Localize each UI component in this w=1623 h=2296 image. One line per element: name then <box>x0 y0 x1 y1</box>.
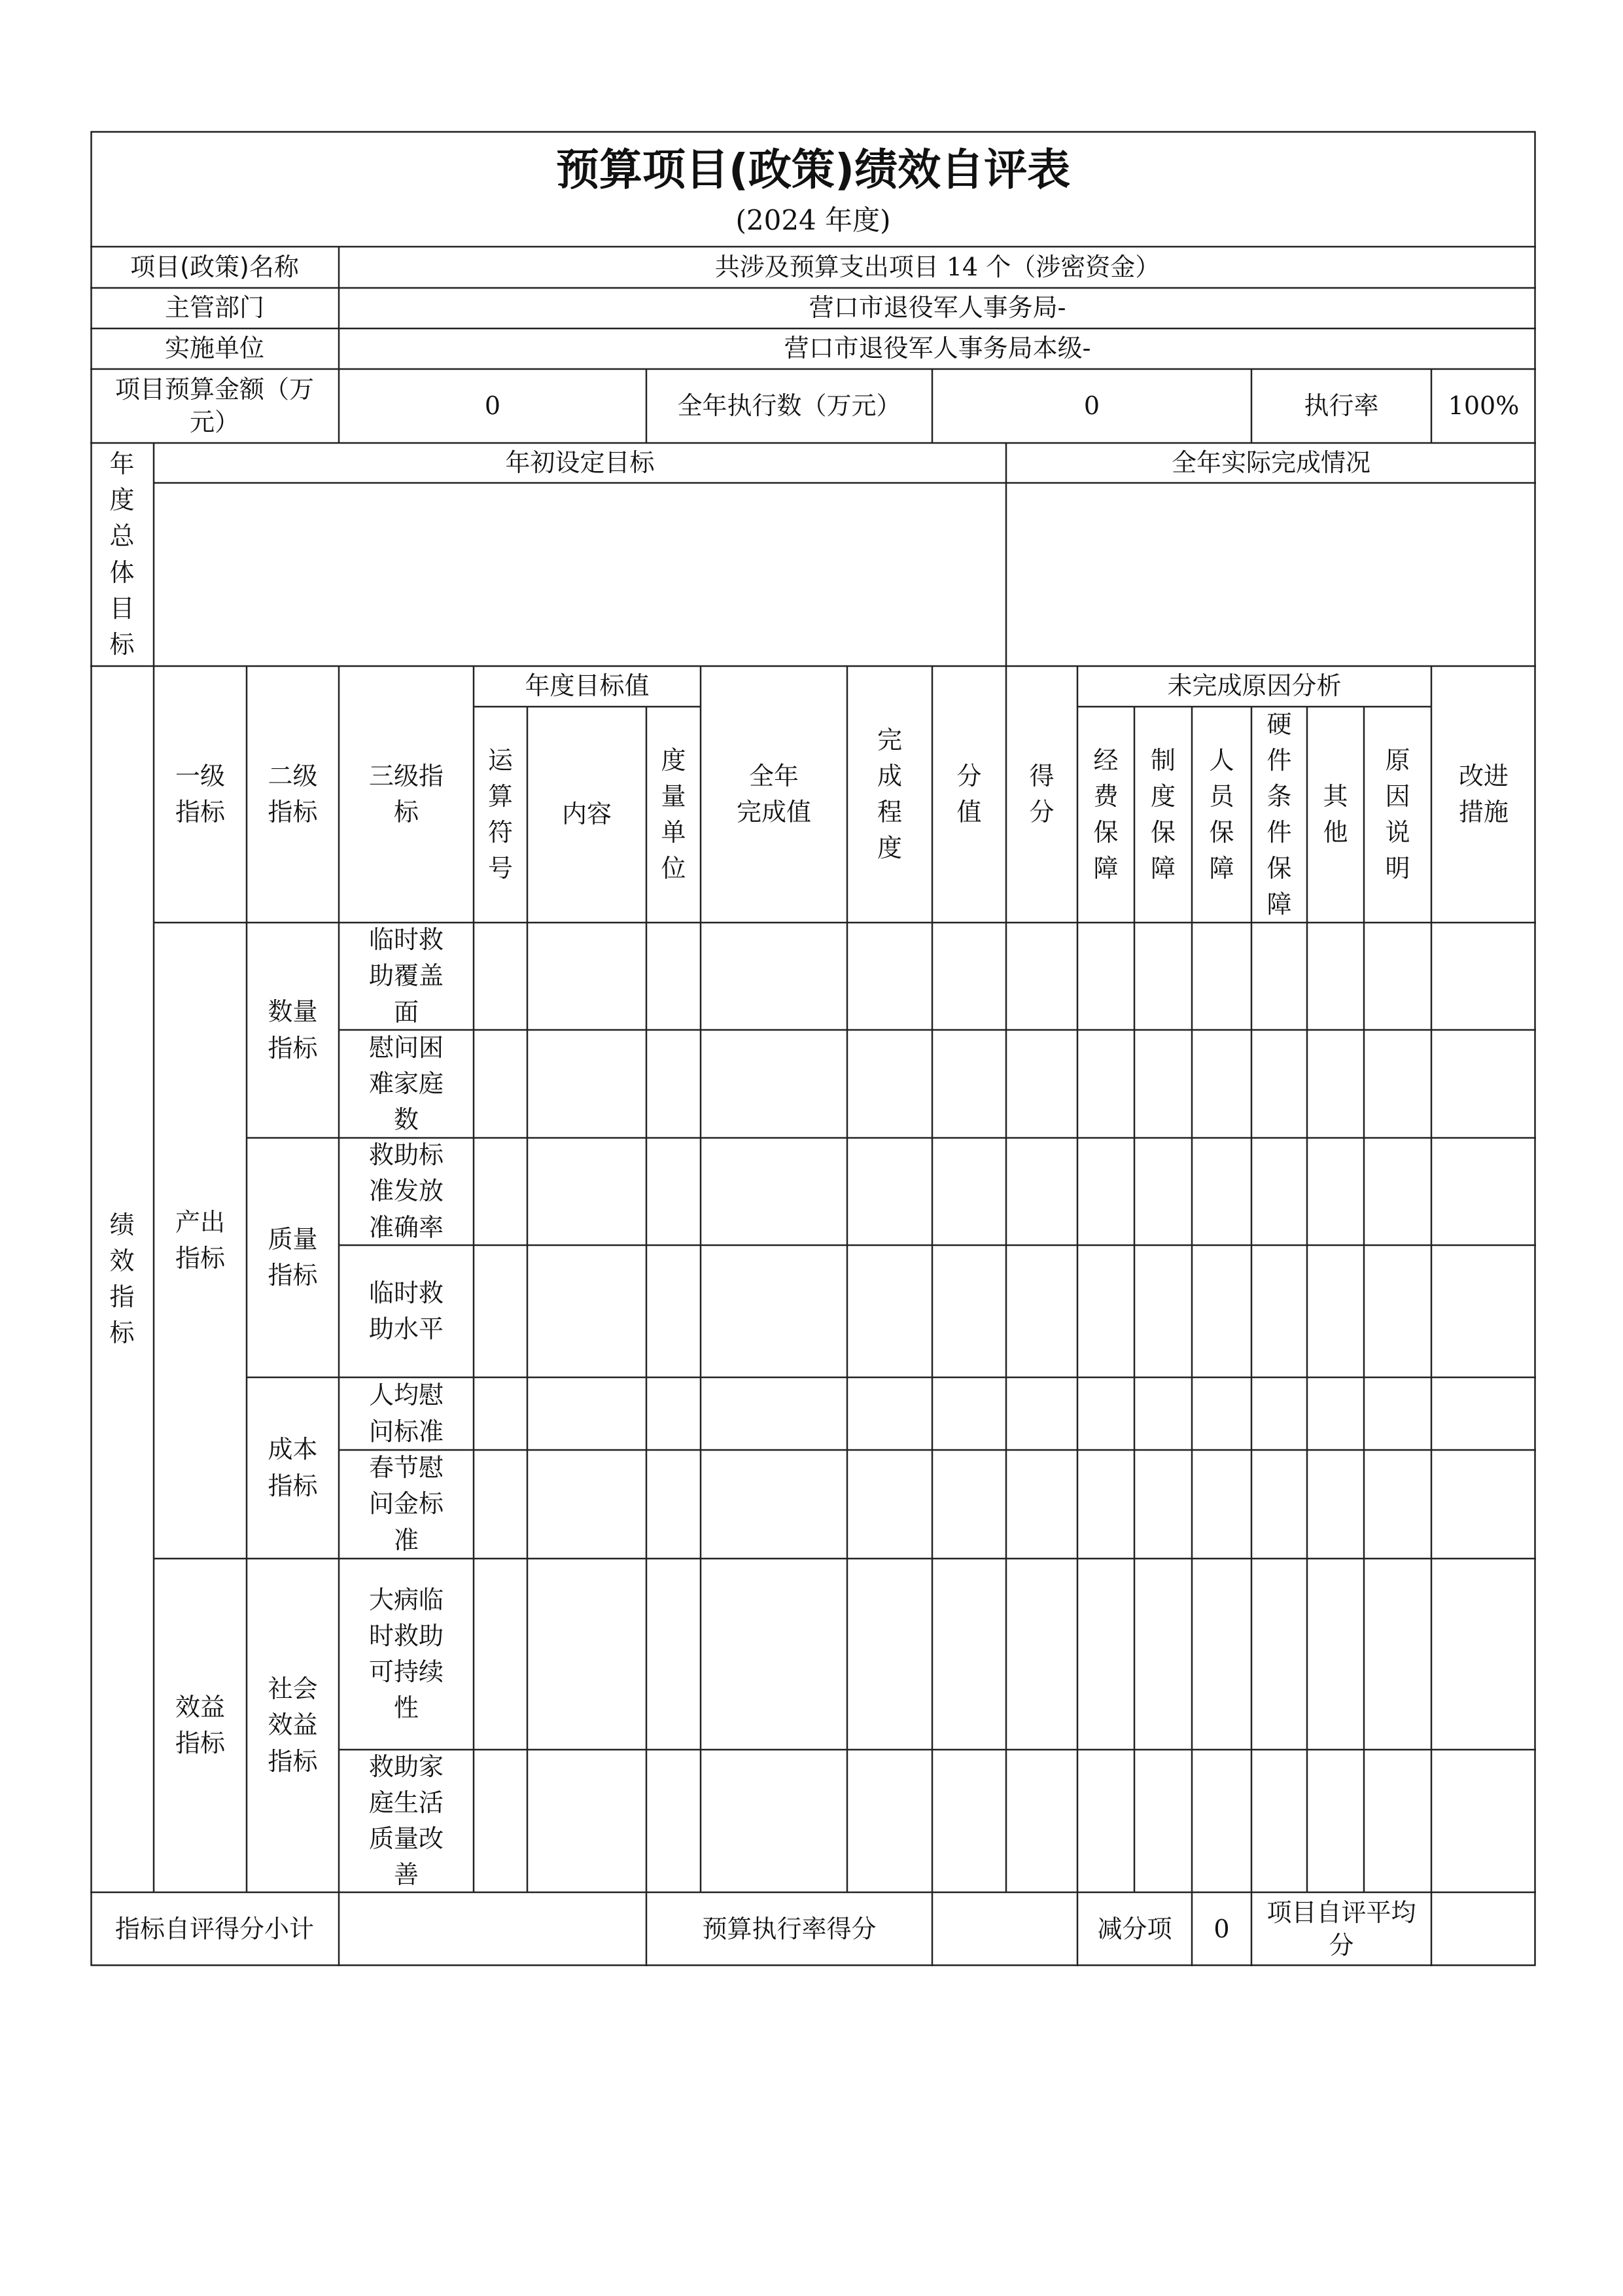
score-value-header: 分 值 <box>956 761 982 826</box>
level3-item: 临时救 助水平 <box>368 1278 444 1343</box>
level2-header: 二级 指标 <box>268 761 318 826</box>
unit-header: 度 量 单 位 <box>661 745 686 883</box>
unit-value: 营口市退役军人事务局本级- <box>784 334 1091 363</box>
deduction-value: 0 <box>1213 1914 1230 1943</box>
project-name-label: 项目(政策)名称 <box>130 252 299 281</box>
funding-header: 经 费 保 障 <box>1093 745 1119 883</box>
level2-quantity: 数量 指标 <box>268 997 318 1063</box>
initial-goals-header: 年初设定目标 <box>505 448 655 477</box>
hardware-header: 硬 件 条 件 保 障 <box>1266 709 1292 919</box>
level3-item: 救助家 庭生活 质量改 善 <box>368 1752 444 1890</box>
staff-header: 人 员 保 障 <box>1209 745 1234 883</box>
dept-value: 营口市退役军人事务局- <box>809 293 1066 323</box>
average-score-label: 项目自评平均分 <box>1266 1898 1416 1960</box>
rate-value: 100% <box>1448 391 1520 420</box>
annual-goals-label: 年 度 总 体 目 标 <box>109 450 135 659</box>
improvement-header: 改进 措施 <box>1458 761 1509 826</box>
exec-label: 全年执行数（万元） <box>677 391 901 420</box>
budget-rate-score-value <box>932 1892 1077 1966</box>
level2-social: 社会 效益 指标 <box>268 1674 318 1776</box>
level2-cost: 成本 指标 <box>268 1435 318 1500</box>
subtotal-value <box>339 1892 646 1966</box>
level1-output: 产出 指标 <box>175 1207 225 1273</box>
operator-header: 运 算 符 号 <box>487 745 513 883</box>
level3-item: 大病临 时救助 可持续 性 <box>368 1585 444 1723</box>
average-score-value <box>1431 1892 1536 1966</box>
initial-goals-content <box>154 483 1006 666</box>
rate-label: 执行率 <box>1304 391 1379 420</box>
budget-label: 项目预算金额（万元） <box>114 375 314 436</box>
actual-results-header: 全年实际完成情况 <box>1171 448 1370 477</box>
project-name-value: 共涉及预算支出项目 14 个（涉密资金） <box>714 252 1161 281</box>
reason-note-header: 原 因 说 明 <box>1385 745 1410 883</box>
unit-label: 实施单位 <box>164 334 264 363</box>
subtotal-label: 指标自评得分小计 <box>114 1914 314 1943</box>
annual-target-header: 年度目标值 <box>525 671 650 701</box>
level3-item: 人均慰 问标准 <box>368 1381 444 1446</box>
completion-header: 完 成 程 度 <box>877 725 902 863</box>
level1-benefit: 效益 指标 <box>175 1692 225 1757</box>
level2-quality: 质量 指标 <box>268 1224 318 1290</box>
exec-value: 0 <box>1083 391 1100 420</box>
level3-item: 慰问困 难家庭 数 <box>368 1033 444 1135</box>
level1-header: 一级 指标 <box>175 761 225 826</box>
level3-header: 三级指 标 <box>368 761 444 826</box>
system-header: 制 度 保 障 <box>1150 745 1176 883</box>
dept-label: 主管部门 <box>164 293 264 323</box>
level3-item: 春节慰 问金标 准 <box>368 1453 444 1555</box>
level3-item: 临时救 助覆盖 面 <box>368 925 444 1027</box>
annual-done-header: 全年 完成值 <box>736 761 811 826</box>
actual-results-content <box>1006 483 1536 666</box>
deduction-label: 减分项 <box>1097 1914 1172 1943</box>
budget-rate-score-label: 预算执行率得分 <box>702 1914 877 1943</box>
performance-indicators-label: 绩 效 指 标 <box>109 1210 135 1348</box>
evaluation-form <box>90 131 1536 1966</box>
content-header: 内容 <box>561 800 612 829</box>
score-header: 得 分 <box>1029 761 1055 826</box>
level3-item: 救助标 准发放 准确率 <box>368 1140 444 1242</box>
form-title: 预算项目(政策)绩效自评表 <box>555 145 1071 196</box>
other-header: 其 他 <box>1323 781 1348 847</box>
form-subtitle: (2024 年度) <box>735 203 891 236</box>
budget-value: 0 <box>484 391 501 420</box>
reason-analysis-header: 未完成原因分析 <box>1167 671 1342 701</box>
